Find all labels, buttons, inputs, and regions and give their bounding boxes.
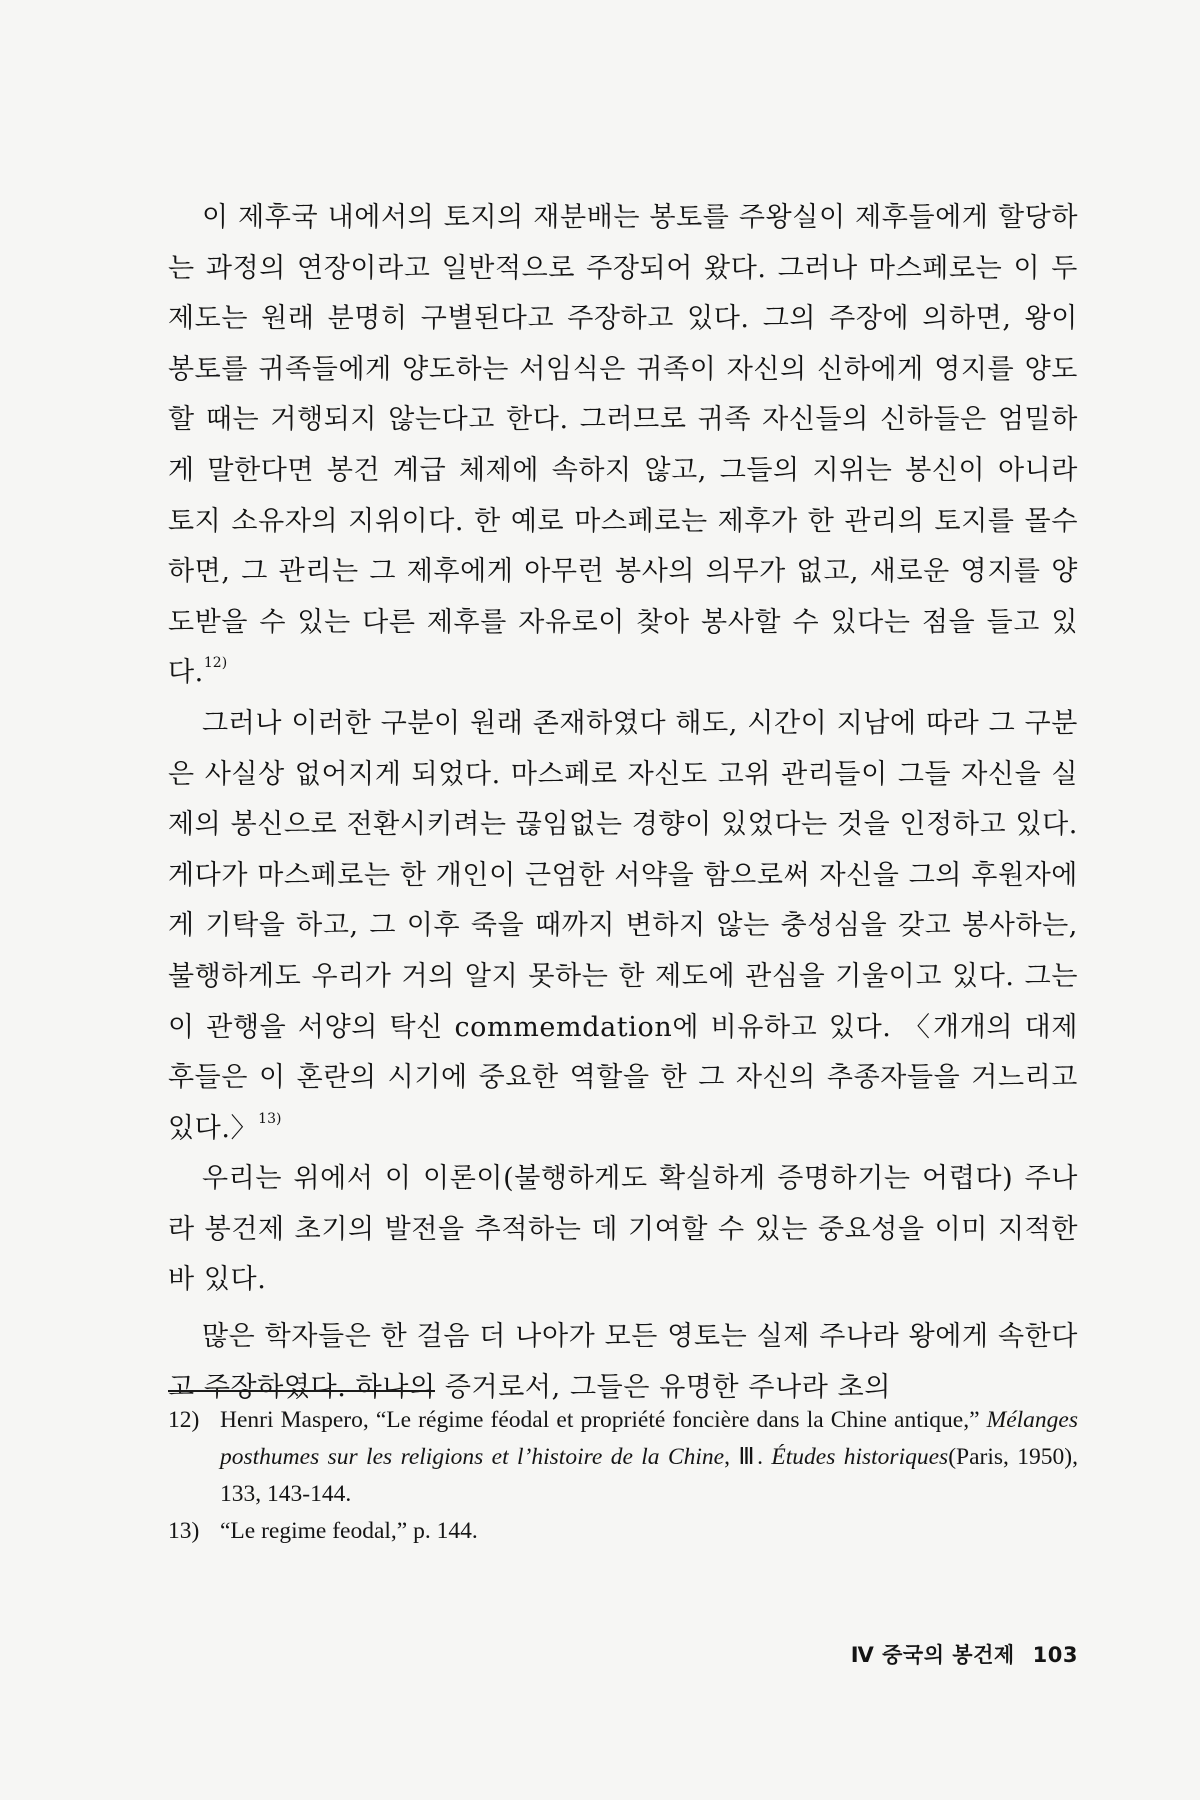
footnote-divider [168,1390,435,1392]
footnote-citation: “Le regime feodal,” p. 144. [220,1518,478,1544]
footnote [168,1402,1078,1513]
footnote-text [220,1402,1078,1513]
paragraph [168,193,1078,699]
running-footer-section: Ⅳ 중국의 봉건제 [850,1643,1015,1667]
footnote-publication: (Paris, 1950), 133, 143-144. [220,1444,1078,1507]
footnote-number: 12) [168,1407,200,1433]
main-text [168,193,1078,1413]
footnote-number: 13) [168,1518,200,1544]
footnote-reference: 13) [258,1110,282,1127]
paragraph [168,1312,1078,1413]
paragraph-text: 이 제후국 내에서의 토지의 재분배는 봉토를 주왕실이 제후들에게 할당하는 과정의 연장이라고 일반적으로 주장되어 왔다. 그러나 마스페로는 이 두 제도는 원래 분명히 구별된다고 주장하고 있다. 그의 주장에 의하면, 왕이 봉토를 귀족들에게 양도하는 서임식은 귀족이 자신의 신하에게 영지를 양도할 때는 거행되지 않는다고 한다. 그러므로 귀족 자신들의 신하들은 엄밀하게 말한다면 봉건 계급 체제에 속하지 않고, 그들의 지위는 봉신이 아니라 토지 소유자의 지위이다. 한 예로 마스페로는 제후가 한 관리의 토지를 몰수하면, 그 관리는 그 제후에게 아무런 봉사의 의무가 없고, 새로운 영지를 양도받을 수 있는 다른 제후를 자유로이 찾아 봉사할 수 있다는 점을 들고 있다. [168,202,1078,689]
footnote-citation: Henri Maspero, “Le régime féodal et propriété foncière dans la Chine antique,” [220,1407,987,1433]
footnote-reference: 12) [203,655,228,672]
page-number: 103 [1032,1643,1078,1667]
footnote-subtitle: Études historiques [771,1444,949,1470]
paragraph [168,699,1078,1154]
footnote-book-title: Mélanges posthumes sur les religions et l’histoire de la Chine [220,1407,1078,1470]
footnote-text [220,1513,1078,1550]
paragraph-text: 우리는 위에서 이 이론이(불행하게도 확실하게 증명하기는 어렵다) 주나라 봉건제 초기의 발전을 추적하는 데 기여할 수 있는 중요성을 이미 지적한 바 있다. [168,1163,1078,1296]
footnote [168,1513,1078,1550]
paragraph [168,1154,1078,1306]
footnote-volume: , Ⅲ. [724,1444,772,1470]
paragraph-text: 그러나 이러한 구분이 원래 존재하였다 해도, 시간이 지남에 따라 그 구분은 사실상 없어지게 되었다. 마스페로 자신도 고위 관리들이 그들 자신을 실제의 봉신으로 전환시키려는 끊임없는 경향이 있었다는 것을 인정하고 있다. 게다가 마스페로는 한 개인이 근엄한 서약을 함으로써 자신을 그의 후원자에게 기탁을 하고, 그 이후 죽을 때까지 변하지 않는 충성심을 갖고 봉사하는, 불행하게도 우리가 거의 알지 못하는 한 제도에 관심을 기울이고 있다. 그는 이 관행을 서양의 탁신 commemdation에 비유하고 있다. 〈개개의 대제후들은 이 혼란의 시기에 중요한 역할을 한 그 자신의 추종자들을 거느리고 있다.〉 [168,707,1078,1144]
footnotes [168,1402,1078,1550]
paragraph-text: 많은 학자들은 한 걸음 더 나아가 모든 영토는 실제 주나라 왕에게 속한다고 주장하였다. 하나의 증거로서, 그들은 유명한 주나라 초의 [168,1321,1078,1403]
page-footer [851,1639,1078,1669]
